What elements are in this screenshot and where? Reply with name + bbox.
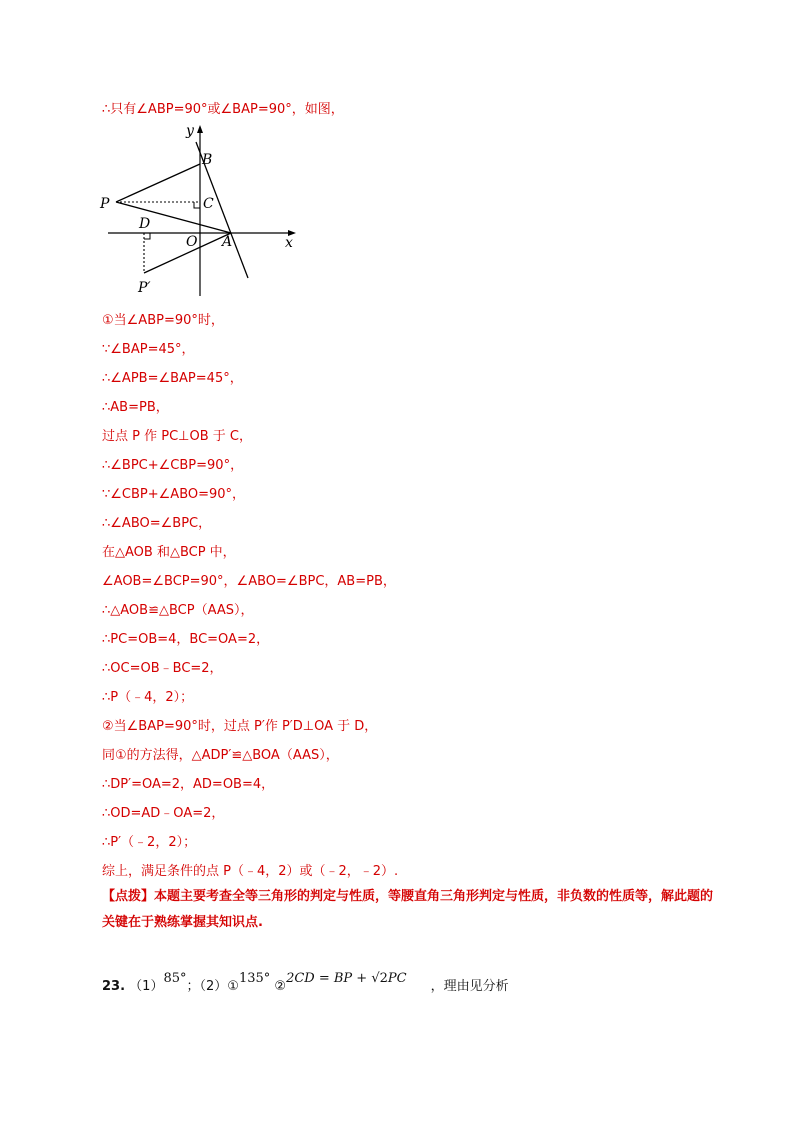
segment-pa xyxy=(116,202,231,233)
coordinate-figure xyxy=(96,120,306,305)
q23-part1: （1） xyxy=(129,979,164,994)
label-x: x xyxy=(285,235,293,251)
step-line: 同①的方法得，△ADP′≌△BOA（AAS）， xyxy=(102,748,339,763)
y-axis-arrow xyxy=(197,125,203,133)
formula-right: PC xyxy=(387,971,407,986)
sqrt-symbol: √2 xyxy=(371,971,388,986)
right-angle-d xyxy=(144,233,150,239)
step-line: ∴P（﹣4，2）； xyxy=(102,690,194,705)
step-line: ∴∠APB=∠BAP=45°， xyxy=(102,371,243,386)
segment-pb xyxy=(116,164,200,202)
step-line: ①当∠ABP=90°时， xyxy=(102,313,224,328)
label-d: D xyxy=(139,216,151,232)
step-line: ∵∠CBP+∠ABO=90°， xyxy=(102,487,246,502)
step-line: ∴P′（﹣2，2）； xyxy=(102,835,197,850)
q23-answer2: 135° xyxy=(238,971,271,986)
step-line: ∴AB=PB， xyxy=(102,400,169,415)
step-line: ∴PC=OB=4，BC=OA=2， xyxy=(102,632,270,647)
note-tag: 【点拨】 xyxy=(102,889,155,904)
q23-tail: ，理由见分析 xyxy=(430,979,509,994)
note-text: 本题主要考查全等三角形的判定与性质，等腰直角三角形判定与性质，非负数的性质等，解此题的关键在于熟练掌握其知识点. xyxy=(102,889,714,930)
step-line: ∴OD=AD﹣OA=2， xyxy=(102,806,225,821)
step-line: ∴∠ABO=∠BPC， xyxy=(102,516,212,531)
q23-answer1: 85° xyxy=(163,971,187,986)
step-line: 在△AOB 和△BCP 中， xyxy=(102,545,236,560)
label-o: O xyxy=(186,234,198,250)
note-paragraph xyxy=(102,884,722,936)
step-line: ∴∠BPC+∠CBP=90°， xyxy=(102,458,244,473)
formula-left: 2CD = BP + xyxy=(286,971,372,986)
label-p-prime: P′ xyxy=(138,280,151,296)
step-line: ②当∠BAP=90°时，过点 P′作 P′D⊥OA 于 D， xyxy=(102,719,378,734)
step-line: ∴DP′=OA=2，AD=OB=4， xyxy=(102,777,275,792)
step-line: 过点 P 作 PC⊥OB 于 C， xyxy=(102,429,252,444)
q23-separator: ；（2）① xyxy=(186,979,239,994)
q23-formula xyxy=(286,971,407,986)
q23-circle2: ② xyxy=(274,979,287,994)
label-p: P xyxy=(100,196,110,212)
step-line: ∴OC=OB﹣BC=2， xyxy=(102,661,223,676)
q23-answer xyxy=(102,972,509,1002)
q23-number: 23. xyxy=(102,979,126,994)
step-line: ∴△AOB≌△BCP（AAS）， xyxy=(102,603,254,618)
step-line: ∵∠BAP=45°， xyxy=(102,342,195,357)
label-y: y xyxy=(186,123,194,139)
conclusion-line: 综上，满足条件的点 P（﹣4，2）或（﹣2，﹣2）. xyxy=(102,864,399,879)
intro-line: ∴只有∠ABP=90°或∠BAP=90°，如图， xyxy=(102,102,344,117)
label-c: C xyxy=(203,196,214,212)
right-angle-c xyxy=(194,202,200,208)
step-line: ∠AOB=∠BCP=90°，∠ABO=∠BPC，AB=PB， xyxy=(102,574,396,589)
label-a: A xyxy=(222,234,233,250)
label-b: B xyxy=(202,152,213,168)
